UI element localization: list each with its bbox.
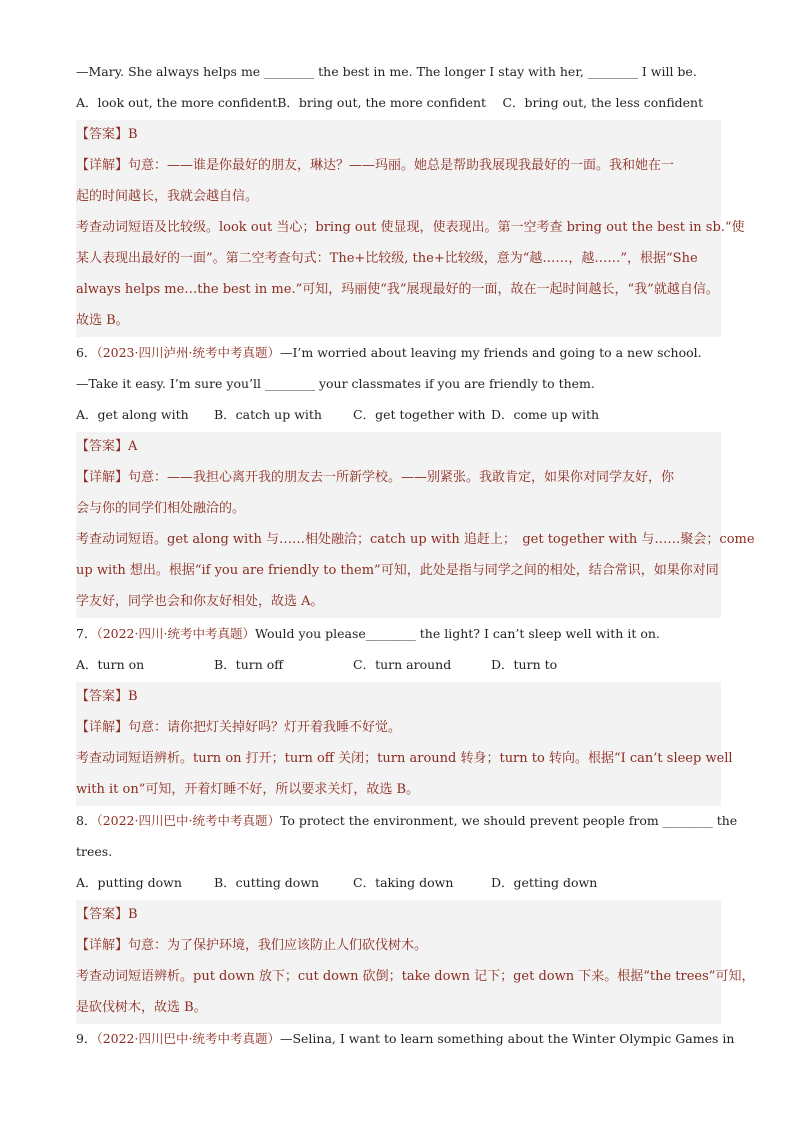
q9-source: （2022·四川巴中·统考中考真题） — [96, 1031, 280, 1046]
q5-detail-1: 【详解】句意：——谁是你最好的朋友，琳达？——玛丽。她总是帮助我展现我最好的一面。我和她在一 — [76, 158, 675, 173]
q8-answer-block — [76, 900, 755, 1024]
q6-source: （2023·四川泸州·统考中考真题） — [96, 345, 280, 360]
q6-answer-block — [76, 432, 755, 618]
q7-stem-text: Would you please________ the light? I can’t sleep well with it on. — [254, 626, 660, 641]
q6-option-d: D．come up with — [491, 407, 600, 422]
q8-option-d: D．getting down — [491, 875, 598, 890]
q8-detail-1: 【详解】句意：为了保护环境，我们应该防止人们砍伐树木。 — [76, 938, 428, 953]
q9-stem-text: —Selina, I want to learn something about the Winter Olympic Games in — [279, 1031, 735, 1046]
q6-detail-5: 学友好，同学也会和你友好相处，故选 A。 — [76, 594, 324, 609]
q7-source: （2022·四川·统考中考真题） — [96, 626, 255, 641]
q5-options: A．look out, the more confidentB．bring out, the more confident C．bring out, the less confident — [76, 95, 704, 110]
q5-detail-4: 某人表现出最好的一面”。第二空考查句式：The+比较级, the+比较级，意为“越……，越……”，根据“She — [76, 251, 698, 266]
q7-answer-block — [76, 682, 733, 806]
q7-stem — [76, 626, 660, 642]
q6-option-a: A．get along with — [76, 407, 189, 422]
q6-stem — [76, 345, 702, 361]
q9-number: 9． — [76, 1031, 97, 1046]
q7-number: 7． — [76, 626, 97, 641]
q8-stem-2: trees. — [76, 844, 113, 859]
q7-answer: 【答案】B — [76, 689, 138, 704]
q7-detail-3: with it on”可知，开着灯睡不好，所以要求关灯，故选 B。 — [76, 782, 420, 797]
q6-detail-3: 考查动词短语。get along with 与……相处融洽；catch up with 追赶上； get together with 与……聚会；come — [76, 532, 755, 547]
q5-answer: 【答案】B — [76, 127, 138, 142]
q6-detail-4: up with 想出。根据“if you are friendly to them”可知，此处是指与同学之间的相处，结合常识，如果你对同 — [76, 563, 719, 578]
q6-number: 6． — [76, 345, 97, 360]
q8-number: 8． — [76, 813, 97, 828]
q5-detail-6: 故选 B。 — [76, 313, 129, 328]
q5-detail-5: always helps me…the best in me.”可知，玛丽使“我”展现最好的一面，故在一起时间越长，“我”就越自信。 — [76, 282, 719, 297]
q5-detail-2: 起的时间越长，我就会越自信。 — [76, 189, 259, 204]
q7-detail-1: 【详解】句意：请你把灯关掉好吗？灯开着我睡不好觉。 — [76, 720, 402, 735]
q8-option-b: B．cutting down — [214, 875, 320, 890]
q6-answer: 【答案】A — [76, 439, 138, 454]
q8-detail-2: 考查动词短语辨析。put down 放下；cut down 砍倒；take down 记下；get down 下来。根据“the trees”可知， — [76, 969, 755, 984]
q8-answer: 【答案】B — [76, 907, 138, 922]
q8-stem-text: To protect the environment, we should prevent people from ________ the — [279, 813, 738, 828]
q6-option-b: B．catch up with — [214, 407, 322, 422]
q7-option-c: C．turn around — [353, 657, 452, 672]
q5-stem: —Mary. She always helps me ________ the best in me. The longer I stay with her, ________ I will be. — [76, 64, 697, 79]
q8-detail-3: 是砍伐树木，故选 B。 — [76, 1000, 207, 1015]
q6-detail-1: 【详解】句意：——我担心离开我的朋友去一所新学校。——别紧张。我敢肯定，如果你对同学友好，你 — [76, 470, 675, 485]
q7-option-a: A．turn on — [76, 657, 145, 672]
q8-stem — [76, 813, 737, 829]
q7-option-d: D．turn to — [491, 657, 558, 672]
q6-stem-text: —I’m worried about leaving my friends and going to a new school. — [279, 345, 702, 360]
q9-stem — [76, 1031, 734, 1047]
q5-answer-block — [76, 120, 745, 337]
q8-option-c: C．taking down — [353, 875, 454, 890]
q8-option-a: A．putting down — [76, 875, 182, 890]
q8-source: （2022·四川巴中·统考中考真题） — [96, 813, 280, 828]
q7-option-b: B．turn off — [214, 657, 284, 672]
q5-detail-3: 考查动词短语及比较级。look out 当心；bring out 使显现，使表现出。第一空考查 bring out the best in sb.“使 — [76, 220, 745, 235]
q6-stem-2: —Take it easy. I’m sure you’ll ________ your classmates if you are friendly to them. — [76, 376, 595, 391]
q7-detail-2: 考查动词短语辨析。turn on 打开；turn off 关闭；turn around 转身；turn to 转向。根据“I can’t sleep well — [76, 751, 733, 766]
q6-detail-2: 会与你的同学们相处融洽的。 — [76, 501, 246, 516]
q6-option-c: C．get together with — [353, 407, 486, 422]
